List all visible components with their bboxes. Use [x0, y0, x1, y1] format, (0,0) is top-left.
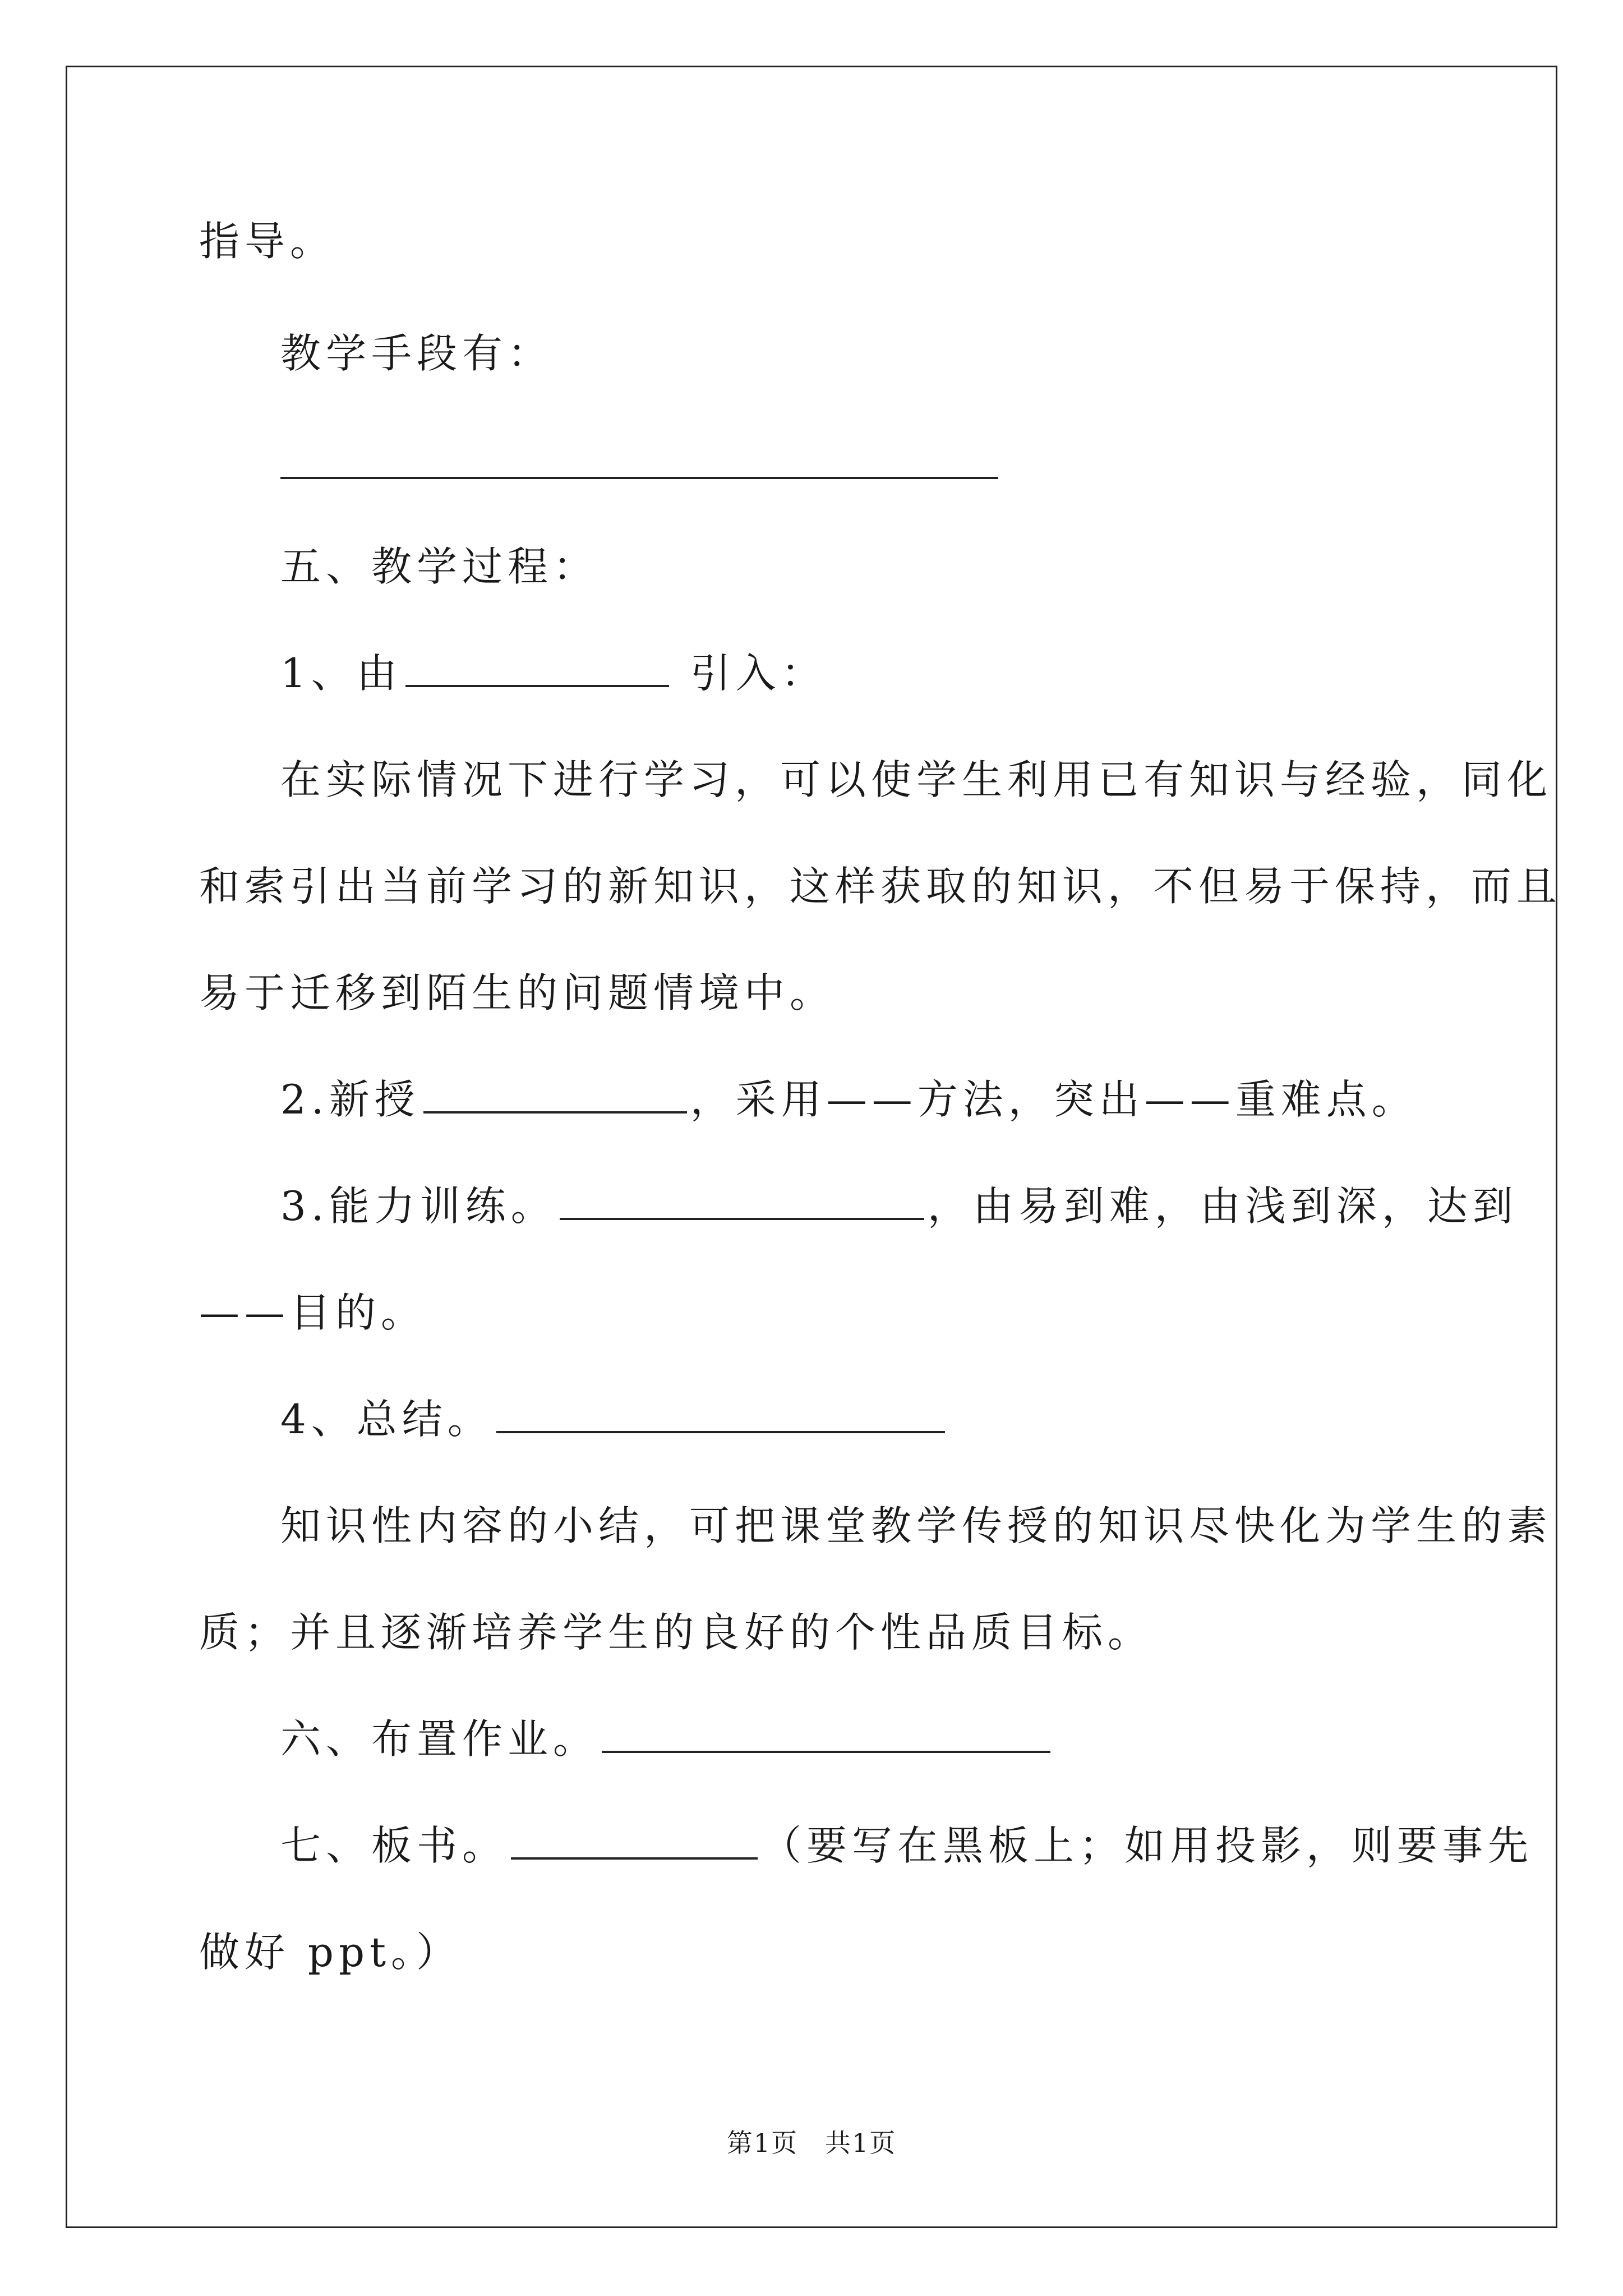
blank-answer-line [280, 477, 998, 479]
paragraph-line [280, 1071, 1417, 1128]
line-text: ，由易到难，由浅到深，达到 [927, 1182, 1518, 1230]
paragraph-line: 易于迁移到陌生的问题情境中。 [199, 969, 836, 1016]
paragraph-line: ——目的。 [199, 1289, 427, 1336]
line-text: 引入： [672, 650, 827, 697]
page-footer: 第1页 共1页 [726, 2128, 897, 2158]
page-border [66, 66, 1557, 2228]
paragraph-line: 指导。 [199, 218, 336, 265]
paragraph-line: 知识性内容的小结，可把课堂教学传授的知识尽快化为学生的素 [280, 1502, 1553, 1549]
paragraph-line [280, 1391, 948, 1447]
line-text: 七、板书。 [280, 1822, 508, 1869]
paragraph-line: 教学手段有： [280, 330, 554, 377]
line-text: 4、总结。 [280, 1396, 493, 1443]
line-text: 2.新授 [280, 1076, 420, 1123]
fill-in-blank [560, 1183, 924, 1220]
fill-in-blank [423, 1076, 687, 1114]
line-text: 3.能力训练。 [280, 1182, 556, 1230]
paragraph-line [280, 1178, 1518, 1234]
line-text: ，采用——方法，突出——重难点。 [690, 1076, 1417, 1123]
fill-in-blank [511, 1823, 758, 1860]
section-heading [280, 1818, 1533, 1874]
fill-in-blank [405, 650, 669, 687]
line-text: （要写在黑板上；如用投影，则要事先 [761, 1822, 1534, 1869]
section-heading: 五、教学过程： [280, 543, 599, 590]
fill-in-blank [602, 1716, 1050, 1753]
fill-in-blank [496, 1396, 945, 1433]
section-heading [280, 1711, 1054, 1767]
line-text: 六、布置作业。 [280, 1715, 599, 1763]
paragraph-line: 质；并且逐渐培养学生的良好的个性品质目标。 [199, 1609, 1154, 1656]
paragraph-line: 和索引出当前学习的新知识，这样获取的知识，不但易于保持，而且 [199, 863, 1562, 910]
line-text: 1、由 [280, 650, 402, 697]
paragraph-line: 在实际情况下进行学习，可以使学生利用已有知识与经验，同化 [280, 756, 1553, 803]
paragraph-line [280, 645, 827, 701]
paragraph-line: 做好 ppt。） [199, 1929, 462, 1976]
